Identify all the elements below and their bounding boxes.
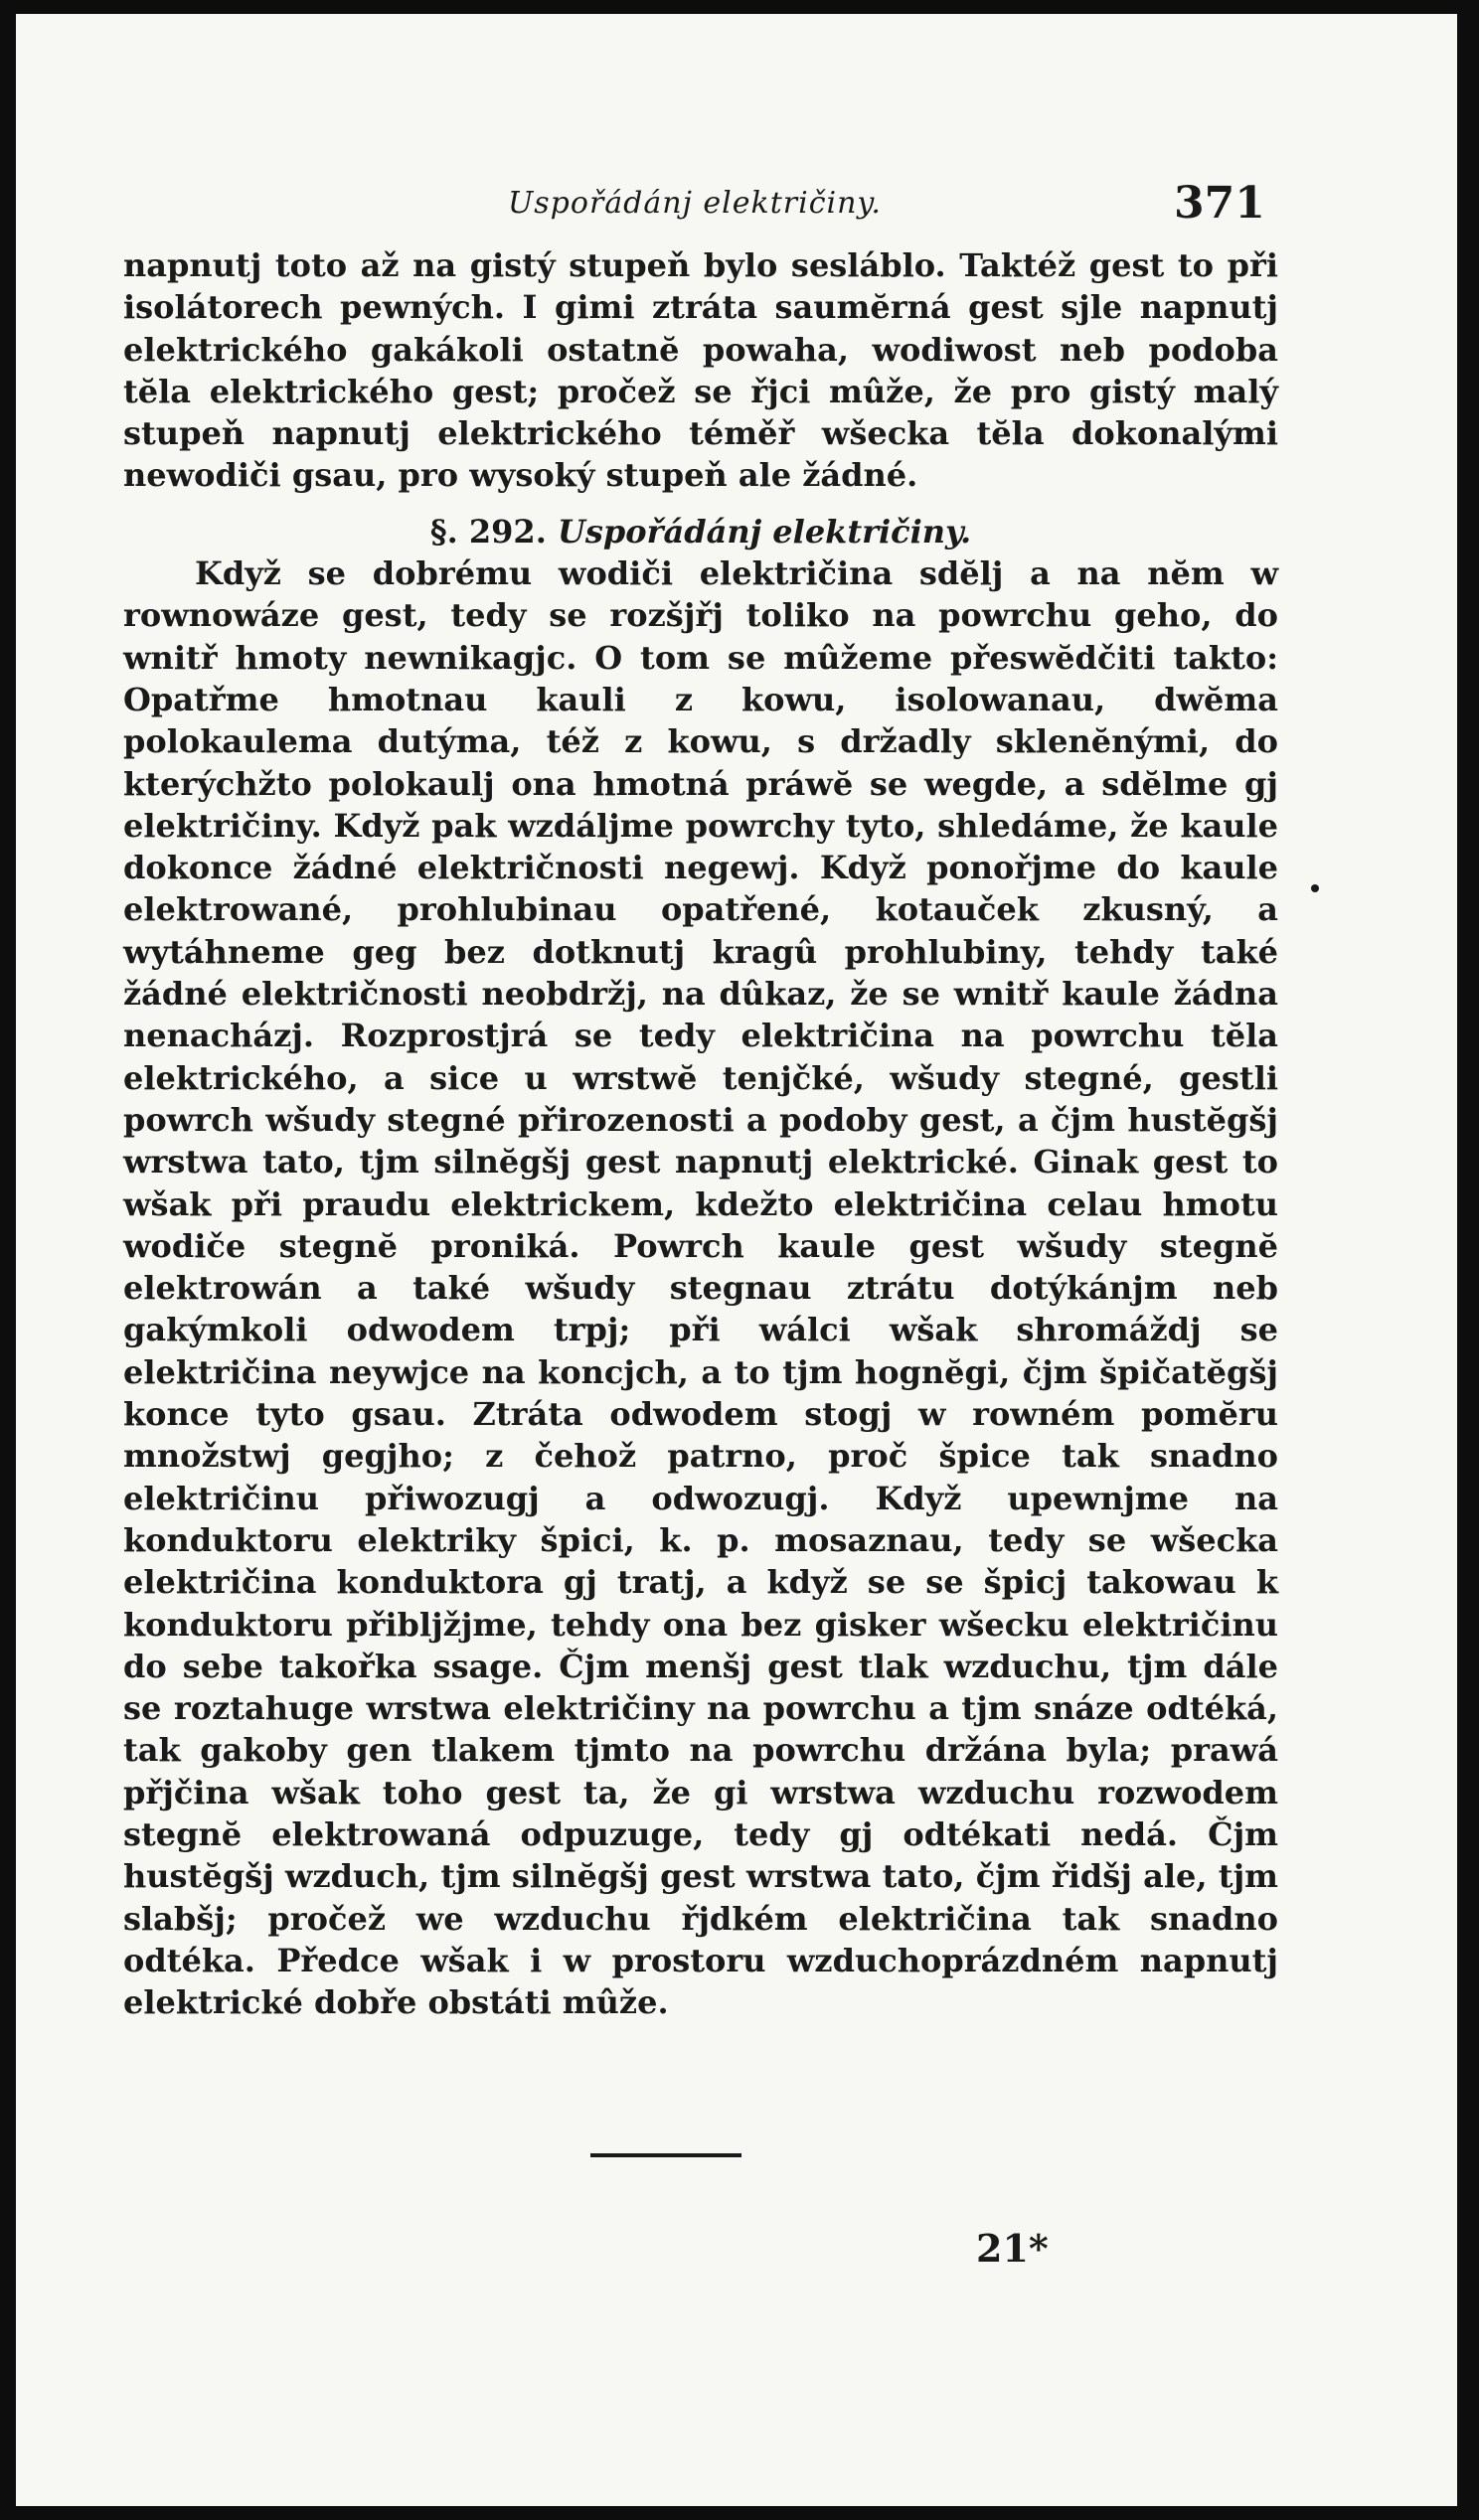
closing-rule: [590, 2153, 741, 2157]
body-text: [123, 244, 1278, 2023]
signature-mark: 21*: [976, 2226, 1049, 2271]
paragraph-main: Když se dobrému wodiči električina sdĕlj a na nĕm w rownowáze gest, tedy se rozšjřj toliko na powrchu geho, do wnitř hmoty newnikagjc. O tom se mûžeme přeswĕdčiti takto: Opatřme hmotnau kauli z kowu, isolowanau, dwĕma polokaulema dutýma, též z kowu, s držadly sklenĕnými, do kterýchžto polokaulj ona hmotná práwĕ se wegde, a sdĕlme gj električiny. Když pak wzdáljme powrchy tyto, shledáme, že kaule dokonce žádné električnosti negewj. Když ponořjme do kaule elektrowané, prohlubinau opatřené, kotauček zkusný, a wytáhneme geg bez dotknutj kragû prohlubiny, tehdy také žádné električnosti neobdržj, na dûkaz, že se wnitř kaule žádna nenacházj. Rozprostjrá se tedy električina na powrchu tĕla elektrického, a sice u wrstwĕ tenjčké, wšudy stegné, gestli powrch wšudy stegné přirozenosti a podoby gest, a čjm hustĕgšj wrstwa tato, tjm silnĕgšj gest napnutj elektrické. Ginak gest to wšak při praudu elektrickem, kdežto električina celau hmotu wodiče stegnĕ proniká. Powrch kaule gest wšudy stegnĕ elektrowán a také wšudy stegnau ztrátu dotýkánjm neb gakýmkoli odwodem trpj; při wálci wšak shromáždj se električina neywjce na koncjch, a to tjm hognĕgi, čjm špičatĕgšj konce tyto gsau. Ztráta odwodem stogj w rowném pomĕru množstwj gegjho; z čehož patrno, proč špice tak snadno električinu přiwozugj a odwozugj. Když upewnjme na konduktoru elektriky špici, k. p. mosaznau, tedy se wšecka električina konduktora gj tratj, a když se se špicj takowau k konduktoru přibljžjme, tehdy ona bez gisker wšecku električinu do sebe takořka ssage. Čjm menšj gest tlak wzduchu, tjm dále se roztahuge wrstwa električiny na powrchu a tjm snáze odtéká, tak gakoby gen tlakem tjmto na powrchu držána byla; prawá přjčina wšak toho gest ta, že gi wrstwa wzduchu rozwodem stegnĕ elektrowaná odpuzuge, tedy gj odtékati nedá. Čjm hustĕgšj wzduch, tjm silnĕgšj gest wrstwa tato, čjm řidšj ale, tjm slabšj; pročež we wzduchu řjdkém električina tak snadno odtéka. Předce wšak i w prostoru wzduchoprázdném napnutj elektrické dobře obstáti mûže.: [123, 554, 1278, 2022]
book-page: [16, 14, 1457, 2506]
page-number: 371: [1174, 178, 1265, 229]
section-heading: [123, 511, 1278, 552]
page-header: [16, 168, 1457, 237]
margin-speck: [1311, 884, 1319, 892]
section-title: Uspořádánj električiny.: [557, 512, 972, 551]
running-title: Uspořádánj električiny.: [508, 186, 882, 221]
paragraph-continued: napnutj toto až na gistý stupeň bylo sesláblo. Taktéž gest to při isolátorech pewných. I gimi ztráta saumĕrná gest sjle napnutj elektrického gakákoli ostatnĕ powaha, wodiwost neb podoba tĕla elektrického gest; pročež se řjci mûže, že pro gistý malý stupeň napnutj elektrického téměř wšecka tĕla dokonalými newodiči gsau, pro wysoký stupeň ale žádné.: [123, 246, 1278, 495]
section-number: §. 292.: [429, 512, 547, 551]
